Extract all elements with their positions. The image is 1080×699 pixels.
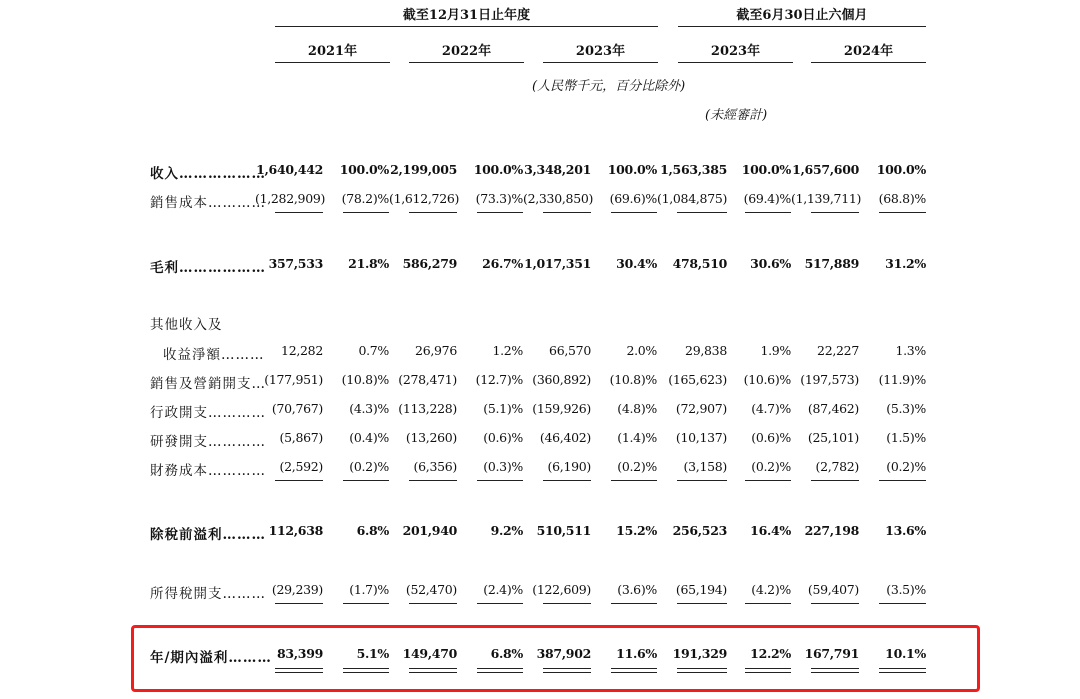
year-rule-2023 [543, 62, 658, 63]
underline-cost-of-sales-col9 [879, 212, 926, 213]
cell-rnd-expenses-col4: (46,402) [539, 430, 591, 445]
cell-finance-costs-col1: (0.2)% [349, 459, 389, 474]
cell-profit-for-period-col1: 5.1% [356, 646, 389, 661]
cell-gross-profit-col0: 357,533 [268, 256, 323, 271]
year-header-2024-interim: 2024年 [843, 44, 894, 59]
year-header-2022: 2022年 [441, 44, 492, 59]
underline-finance-costs-col8 [811, 480, 859, 481]
cell-rnd-expenses-col6: (10,137) [675, 430, 727, 445]
cell-rnd-expenses-col3: (0.6)% [483, 430, 523, 445]
underline-finance-costs-col9 [879, 480, 926, 481]
cell-profit-before-tax-col4: 510,511 [536, 523, 591, 538]
cell-profit-before-tax-col2: 201,940 [402, 523, 457, 538]
underline-cost-of-sales-col8 [811, 212, 859, 213]
cell-profit-before-tax-col6: 256,523 [672, 523, 727, 538]
header-group-annual: 截至12月31日止年度 [402, 8, 531, 23]
cell-gross-profit-col3: 26.7% [482, 256, 523, 271]
underline-income-tax-col9 [879, 603, 926, 604]
cell-income-tax-col9: (3.5)% [886, 582, 926, 597]
cell-selling-expenses-col5: (10.8)% [609, 372, 657, 387]
year-rule-2024-interim [811, 62, 926, 63]
cell-finance-costs-col5: (0.2)% [617, 459, 657, 474]
cell-admin-expenses-col4: (159,926) [532, 401, 591, 416]
row-label-admin-expenses: 行政開支………… [150, 405, 266, 421]
cell-selling-expenses-col9: (11.9)% [878, 372, 926, 387]
underline-income-tax-col8 [811, 603, 859, 604]
cell-rnd-expenses-col2: (13,260) [405, 430, 457, 445]
cell-admin-expenses-col3: (5.1)% [483, 401, 523, 416]
cell-profit-for-period-col3: 6.8% [490, 646, 523, 661]
header-group-annual-rule [275, 26, 658, 27]
cell-rnd-expenses-col0: (5,867) [279, 430, 323, 445]
cell-cost-of-sales-col2: (1,612,726) [389, 191, 460, 206]
underline-income-tax-col6 [677, 603, 727, 604]
cell-other-income-col4: 66,570 [549, 343, 591, 358]
underline-income-tax-col7 [745, 603, 791, 604]
cell-gross-profit-col7: 30.6% [750, 256, 791, 271]
cell-selling-expenses-col7: (10.6)% [743, 372, 791, 387]
cell-selling-expenses-col8: (197,573) [800, 372, 859, 387]
underline-income-tax-col3 [477, 603, 523, 604]
cell-admin-expenses-col0: (70,767) [271, 401, 323, 416]
unaudited-note: (未經審計) [705, 108, 768, 123]
cell-profit-for-period-col9: 10.1% [885, 646, 926, 661]
cell-cost-of-sales-col4: (2,330,850) [523, 191, 594, 206]
cell-selling-expenses-col3: (12.7)% [475, 372, 523, 387]
underline-income-tax-col4 [543, 603, 591, 604]
cell-gross-profit-col1: 21.8% [348, 256, 389, 271]
cell-revenue-col1: 100.0% [339, 162, 389, 177]
cell-admin-expenses-col2: (113,228) [398, 401, 457, 416]
cell-rnd-expenses-col5: (1.4)% [617, 430, 657, 445]
cell-other-income-col1: 0.7% [358, 343, 389, 358]
cell-profit-before-tax-col5: 15.2% [616, 523, 657, 538]
cell-rnd-expenses-col1: (0.4)% [349, 430, 389, 445]
row-label-profit-for-period: 年/期內溢利……… [150, 650, 272, 666]
cell-finance-costs-col7: (0.2)% [751, 459, 791, 474]
cell-income-tax-col2: (52,470) [405, 582, 457, 597]
underline-cost-of-sales-col0 [275, 212, 323, 213]
cell-admin-expenses-col5: (4.8)% [617, 401, 657, 416]
cell-revenue-col3: 100.0% [473, 162, 523, 177]
cell-income-tax-col8: (59,407) [807, 582, 859, 597]
cell-cost-of-sales-col8: (1,139,711) [791, 191, 862, 206]
cell-gross-profit-col8: 517,889 [804, 256, 859, 271]
cell-gross-profit-col5: 30.4% [616, 256, 657, 271]
cell-profit-for-period-col4: 387,902 [536, 646, 591, 661]
row-label-gross-profit: 毛利……………… [150, 260, 266, 276]
cell-income-tax-col3: (2.4)% [483, 582, 523, 597]
cell-rnd-expenses-col8: (25,101) [807, 430, 859, 445]
cell-revenue-col7: 100.0% [741, 162, 791, 177]
unit-note: (人民幣千元，百分比除外) [532, 79, 686, 94]
underline-finance-costs-col5 [611, 480, 657, 481]
cell-finance-costs-col8: (2,782) [815, 459, 859, 474]
cell-profit-for-period-col5: 11.6% [616, 646, 657, 661]
cell-gross-profit-col4: 1,017,351 [524, 256, 591, 271]
underline-cost-of-sales-col1 [343, 212, 389, 213]
cell-gross-profit-col6: 478,510 [672, 256, 727, 271]
cell-profit-for-period-col7: 12.2% [750, 646, 791, 661]
cell-profit-before-tax-col3: 9.2% [490, 523, 523, 538]
cell-profit-before-tax-col7: 16.4% [750, 523, 791, 538]
cell-other-income-col0: 12,282 [281, 343, 323, 358]
underline-income-tax-col5 [611, 603, 657, 604]
underline-cost-of-sales-col4 [543, 212, 591, 213]
row-label-rnd-expenses: 研發開支………… [150, 434, 266, 450]
cell-selling-expenses-col0: (177,951) [264, 372, 323, 387]
cell-selling-expenses-col1: (10.8)% [341, 372, 389, 387]
cell-other-income-col7: 1.9% [760, 343, 791, 358]
underline-cost-of-sales-col2 [409, 212, 457, 213]
cell-revenue-col4: 3,348,201 [524, 162, 591, 177]
cell-cost-of-sales-col5: (69.6)% [609, 191, 657, 206]
underline-cost-of-sales-col6 [677, 212, 727, 213]
underline-cost-of-sales-col3 [477, 212, 523, 213]
row-label-income-tax: 所得稅開支……… [150, 586, 266, 602]
underline-finance-costs-col7 [745, 480, 791, 481]
cell-other-income-col8: 22,227 [817, 343, 859, 358]
cell-revenue-col9: 100.0% [876, 162, 926, 177]
cell-profit-before-tax-col1: 6.8% [356, 523, 389, 538]
cell-finance-costs-col4: (6,190) [547, 459, 591, 474]
cell-profit-before-tax-col0: 112,638 [268, 523, 323, 538]
cell-revenue-col8: 1,657,600 [792, 162, 859, 177]
cell-cost-of-sales-col0: (1,282,909) [255, 191, 326, 206]
cell-finance-costs-col3: (0.3)% [483, 459, 523, 474]
cell-rnd-expenses-col9: (1.5)% [886, 430, 926, 445]
underline-finance-costs-col6 [677, 480, 727, 481]
cell-other-income-col6: 29,838 [685, 343, 727, 358]
header-group-interim: 截至6月30日止六個月 [736, 8, 868, 23]
cell-revenue-col6: 1,563,385 [660, 162, 727, 177]
cell-admin-expenses-col9: (5.3)% [886, 401, 926, 416]
cell-income-tax-col4: (122,609) [532, 582, 591, 597]
underline-finance-costs-col3 [477, 480, 523, 481]
cell-income-tax-col1: (1.7)% [349, 582, 389, 597]
cell-income-tax-col7: (4.2)% [751, 582, 791, 597]
cell-admin-expenses-col7: (4.7)% [751, 401, 791, 416]
cell-other-income-col9: 1.3% [895, 343, 926, 358]
cell-income-tax-col0: (29,239) [271, 582, 323, 597]
cell-finance-costs-col9: (0.2)% [886, 459, 926, 474]
cell-finance-costs-col6: (3,158) [683, 459, 727, 474]
year-header-2023-interim: 2023年 [710, 44, 761, 59]
cell-profit-before-tax-col8: 227,198 [804, 523, 859, 538]
cell-revenue-col5: 100.0% [607, 162, 657, 177]
cell-gross-profit-col2: 586,279 [402, 256, 457, 271]
cell-selling-expenses-col2: (278,471) [398, 372, 457, 387]
cell-admin-expenses-col8: (87,462) [807, 401, 859, 416]
row-label-revenue: 收入……………… [150, 166, 266, 182]
underline-cost-of-sales-col7 [745, 212, 791, 213]
underline-income-tax-col2 [409, 603, 457, 604]
cell-profit-for-period-col0: 83,399 [276, 646, 323, 661]
cell-other-income-col5: 2.0% [626, 343, 657, 358]
year-header-2023: 2023年 [575, 44, 626, 59]
cell-cost-of-sales-col3: (73.3)% [475, 191, 523, 206]
cell-rnd-expenses-col7: (0.6)% [751, 430, 791, 445]
year-rule-2023-interim [678, 62, 793, 63]
cell-cost-of-sales-col6: (1,084,875) [657, 191, 728, 206]
cell-profit-for-period-col8: 167,791 [804, 646, 859, 661]
cell-profit-for-period-col2: 149,470 [402, 646, 457, 661]
cell-selling-expenses-col6: (165,623) [668, 372, 727, 387]
cell-admin-expenses-col1: (4.3)% [349, 401, 389, 416]
cell-income-tax-col5: (3.6)% [617, 582, 657, 597]
cell-revenue-col2: 2,199,005 [390, 162, 457, 177]
cell-selling-expenses-col4: (360,892) [532, 372, 591, 387]
cell-gross-profit-col9: 31.2% [885, 256, 926, 271]
cell-other-income-col2: 26,976 [415, 343, 457, 358]
cell-profit-for-period-col6: 191,329 [672, 646, 727, 661]
row-label-cost-of-sales: 銷售成本………… [150, 195, 266, 211]
cell-cost-of-sales-col1: (78.2)% [341, 191, 389, 206]
cell-finance-costs-col0: (2,592) [279, 459, 323, 474]
row-label-other-income-2: 收益淨額……… [163, 347, 265, 363]
underline-cost-of-sales-col5 [611, 212, 657, 213]
cell-revenue-col0: 1,640,442 [256, 162, 323, 177]
underline-income-tax-col0 [275, 603, 323, 604]
row-label-other-income-1: 其他收入及 [150, 317, 223, 333]
row-label-selling-expenses: 銷售及營銷開支… [150, 376, 266, 392]
underline-finance-costs-col4 [543, 480, 591, 481]
row-label-profit-before-tax: 除稅前溢利……… [150, 527, 266, 543]
year-rule-2022 [409, 62, 524, 63]
row-label-finance-costs: 財務成本………… [150, 463, 266, 479]
year-header-2021: 2021年 [307, 44, 358, 59]
highlight-box [131, 625, 980, 692]
cell-cost-of-sales-col9: (68.8)% [878, 191, 926, 206]
underline-income-tax-col1 [343, 603, 389, 604]
cell-income-tax-col6: (65,194) [675, 582, 727, 597]
header-group-interim-rule [678, 26, 926, 27]
cell-admin-expenses-col6: (72,907) [675, 401, 727, 416]
cell-finance-costs-col2: (6,356) [413, 459, 457, 474]
year-rule-2021 [275, 62, 390, 63]
cell-profit-before-tax-col9: 13.6% [885, 523, 926, 538]
cell-cost-of-sales-col7: (69.4)% [743, 191, 791, 206]
underline-finance-costs-col0 [275, 480, 323, 481]
underline-finance-costs-col2 [409, 480, 457, 481]
cell-other-income-col3: 1.2% [492, 343, 523, 358]
underline-finance-costs-col1 [343, 480, 389, 481]
